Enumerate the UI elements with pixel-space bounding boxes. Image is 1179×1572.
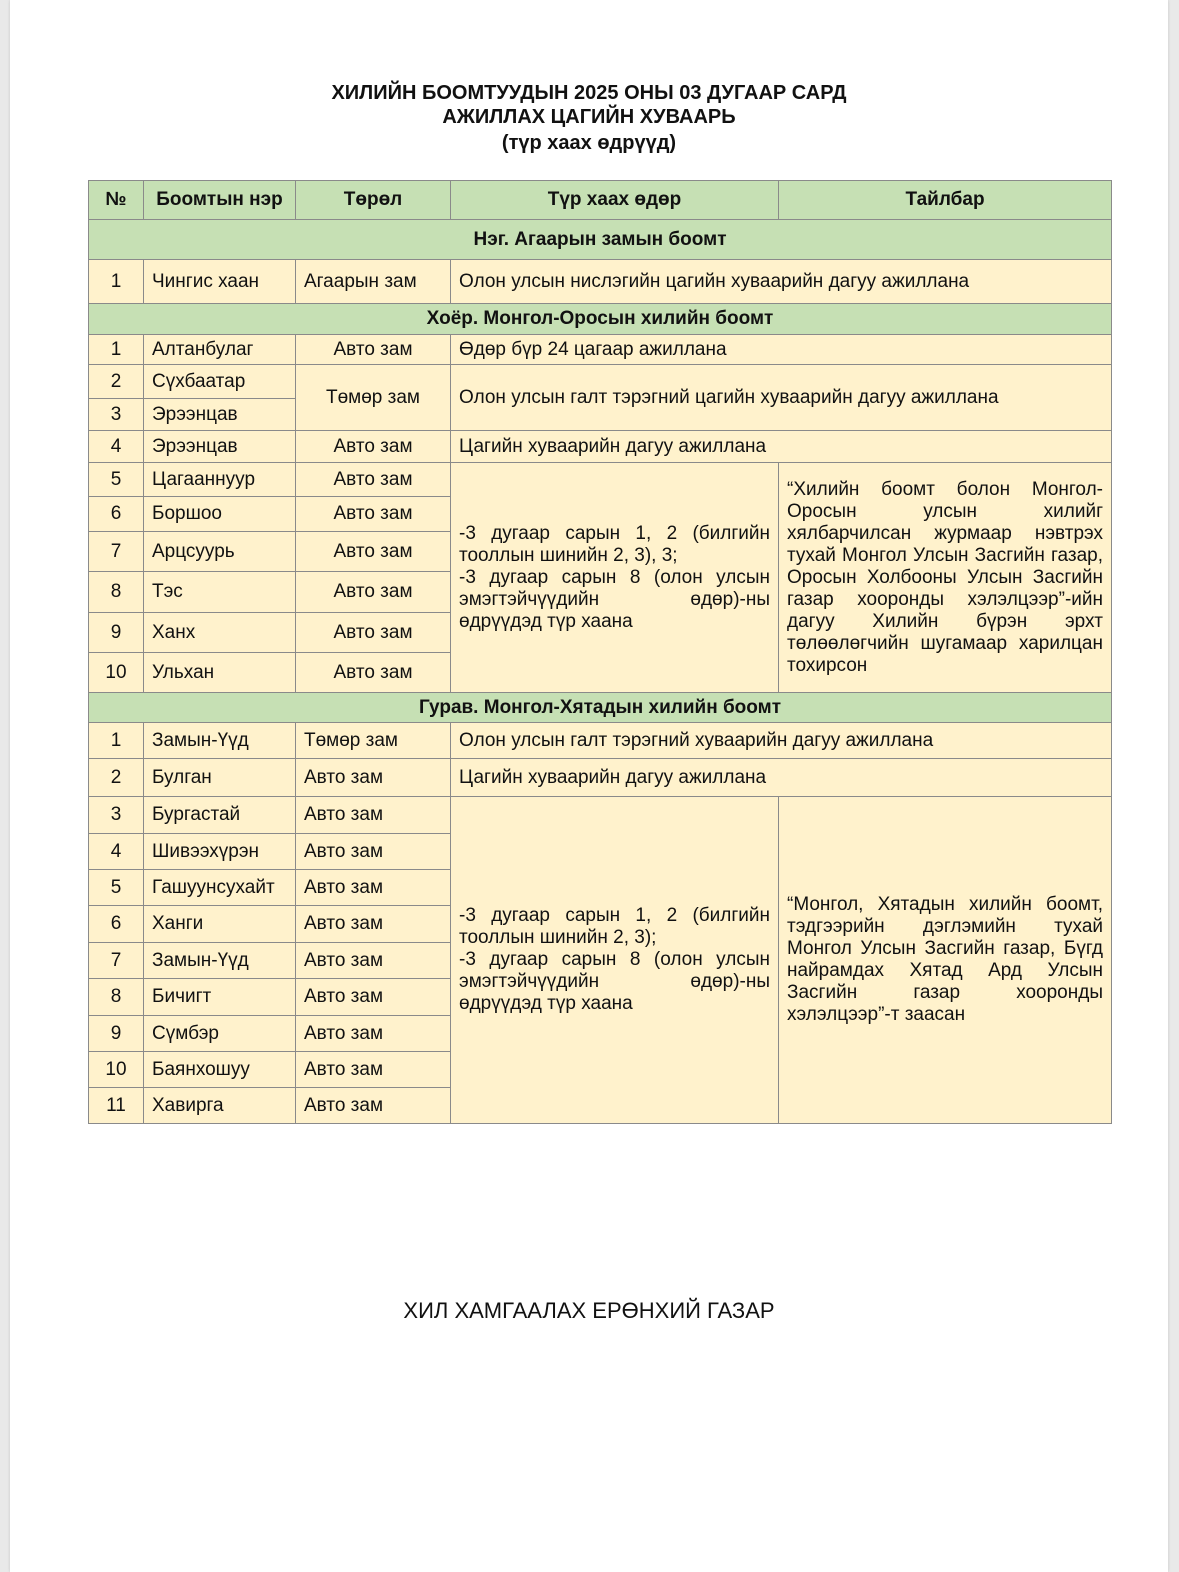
port-type: Агаарын зам [296,260,451,304]
port-name: Алтанбулаг [144,335,296,365]
row-number: 4 [89,834,144,870]
row-number: 1 [89,260,144,304]
header-closure-date: Түр хаах өдөр [451,181,779,220]
port-type: Авто зам [296,943,451,979]
row-number: 2 [89,759,144,797]
row-number: 3 [89,797,144,834]
page-title-line-3: (түр хаах өдрүүд) [501,132,677,154]
table-row [89,365,1112,399]
port-name: Арцсуурь [144,532,296,572]
row-number: 8 [89,572,144,613]
port-name: Ульхан [144,653,296,693]
header-type: Төрөл [296,181,451,220]
port-name: Чингис хаан [144,260,296,304]
port-type: Авто зам [296,497,451,532]
table-header-row [89,181,1112,220]
section-title-air: Нэг. Агаарын замын боомт [89,220,1112,260]
port-type: Авто зам [296,572,451,613]
port-type: Авто зам [296,797,451,834]
row-number: 8 [89,979,144,1016]
table-row [89,431,1112,463]
port-type: Авто зам [296,979,451,1016]
table-row [89,723,1112,759]
row-number: 7 [89,943,144,979]
row-number: 9 [89,1016,144,1052]
port-type: Авто зам [296,906,451,943]
row-number: 6 [89,497,144,532]
port-schedule: Олон улсын нислэгийн цагийн хуваарийн дагуу ажиллана [451,260,1112,304]
row-number: 6 [89,906,144,943]
row-number: 10 [89,1052,144,1088]
row-number: 1 [89,723,144,759]
port-name: Ханги [144,906,296,943]
schedule-table [88,180,1112,1124]
port-type: Авто зам [296,532,451,572]
port-schedule: Цагийн хуваарийн дагуу ажиллана [451,759,1112,797]
header-note: Тайлбар [779,181,1112,220]
port-name: Хавирга [144,1088,296,1124]
port-type: Авто зам [296,653,451,693]
port-name: Сүхбаатар [144,365,296,399]
port-type: Авто зам [296,463,451,497]
header-port-name: Боомтын нэр [144,181,296,220]
port-type: Авто зам [296,613,451,653]
port-schedule: Цагийн хуваарийн дагуу ажиллана [451,431,1112,463]
table-row [89,335,1112,365]
port-type: Төмөр зам [296,723,451,759]
section-row [89,304,1112,335]
port-name: Шивээхүрэн [144,834,296,870]
port-schedule: Өдөр бүр 24 цагаар ажиллана [451,335,1112,365]
note-russia: “Хилийн боомт болон Монгол-Оросын улсын хилийг хялбарчилсан журмаар нэвтрэх тухай Монгол Улсын Засгийн газар, Оросын Холбооны Улсын Засгийн газар хооронды хэлэлцээр”-ийн дагуу Хилийн бүрэн эрхт төлөөлөгчийн шугамаар харилцан тохирсон [779,463,1112,693]
port-name: Гашуунсухайт [144,870,296,906]
page-title-line-1: ХИЛИЙН БООМТУУДЫН 2025 ОНЫ 03 ДУГААР САРД [331,82,847,104]
table-row [89,797,1112,834]
port-type: Авто зам [296,335,451,365]
port-name: Боршоо [144,497,296,532]
port-type: Авто зам [296,1016,451,1052]
port-type: Авто зам [296,870,451,906]
port-type: Төмөр зам [296,365,451,431]
port-schedule: Олон улсын галт тэрэгний хуваарийн дагуу ажиллана [451,723,1112,759]
table-row [89,463,1112,497]
section-row [89,693,1112,723]
port-name: Замын-Үүд [144,723,296,759]
port-type: Авто зам [296,759,451,797]
port-name: Эрээнцав [144,431,296,463]
issuing-organization: ХИЛ ХАМГААЛАХ ЕРӨНХИЙ ГАЗАР [403,1298,775,1323]
port-name: Тэс [144,572,296,613]
header-no: № [89,181,144,220]
port-schedule: Олон улсын галт тэрэгний цагийн хуваарийн дагуу ажиллана [451,365,1112,431]
port-name: Сүмбэр [144,1016,296,1052]
page-title-line-2: АЖИЛЛАХ ЦАГИЙН ХУВААРЬ [442,106,736,128]
section-title-china: Гурав. Монгол-Хятадын хилийн боомт [89,693,1112,723]
port-name: Бургастай [144,797,296,834]
row-number: 11 [89,1088,144,1124]
row-number: 9 [89,613,144,653]
section-row [89,220,1112,260]
section-title-russia: Хоёр. Монгол-Оросын хилийн боомт [89,304,1112,335]
row-number: 7 [89,532,144,572]
port-name: Бичигт [144,979,296,1016]
port-name: Цагааннуур [144,463,296,497]
port-name: Эрээнцав [144,399,296,431]
row-number: 4 [89,431,144,463]
port-name: Замын-Үүд [144,943,296,979]
document-page [10,0,1168,1572]
port-name: Баянхошуу [144,1052,296,1088]
row-number: 5 [89,870,144,906]
note-china: “Монгол, Хятадын хилийн боомт, тэдгээрийн дэглэмийн тухай Монгол Улсын Засгийн газар, Бүгд найрамдах Хятад Ард Улсын Засгийн газар хооронды хэлэлцээр”-т заасан [779,797,1112,1124]
row-number: 5 [89,463,144,497]
closure-dates-china: -3 дугаар сарын 1, 2 (билгийн тооллын шинийн 2, 3); -3 дугаар сарын 8 (олон улсын эмэгтэйчүүдийн өдөр)-ны өдрүүдэд түр хаана [451,797,779,1124]
port-type: Авто зам [296,834,451,870]
port-type: Авто зам [296,431,451,463]
port-name: Ханх [144,613,296,653]
table-row [89,260,1112,304]
closure-dates-russia: -3 дугаар сарын 1, 2 (билгийн тооллын шинийн 2, 3), 3; -3 дугаар сарын 8 (олон улсын эмэгтэйчүүдийн өдөр)-ны өдрүүдэд түр хаана [451,463,779,693]
port-type: Авто зам [296,1052,451,1088]
table-row [89,759,1112,797]
row-number: 1 [89,335,144,365]
row-number: 3 [89,399,144,431]
port-name: Булган [144,759,296,797]
row-number: 2 [89,365,144,399]
port-type: Авто зам [296,1088,451,1124]
row-number: 10 [89,653,144,693]
